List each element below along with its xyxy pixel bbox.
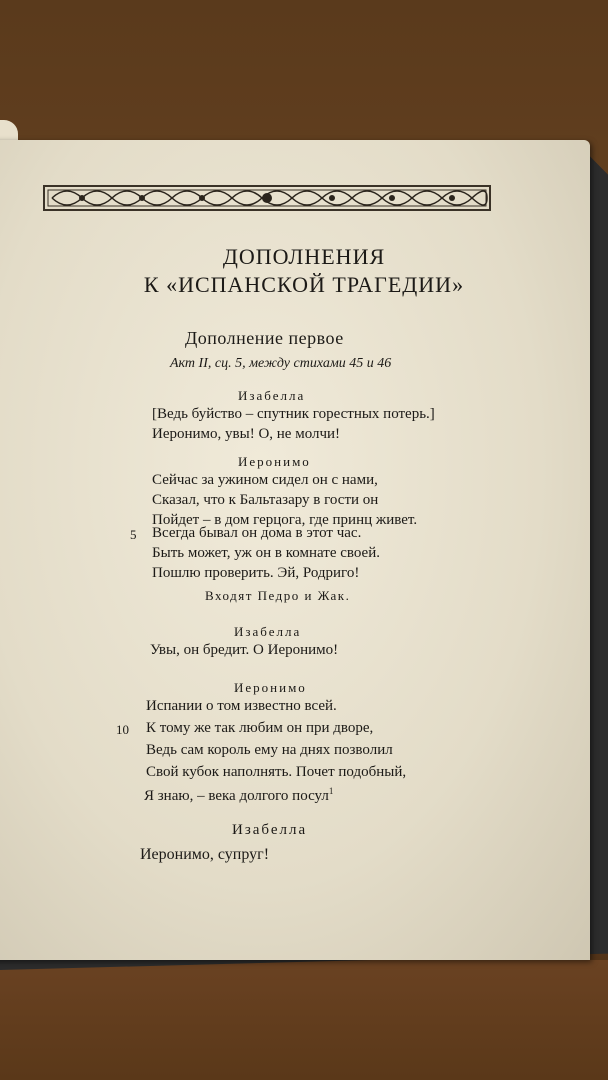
section-title: Дополнение первое bbox=[185, 328, 344, 348]
act-reference: Акт II, сц. 5, между стихами 45 и 46 bbox=[170, 356, 392, 371]
verse-line: Всегда бывал он дома в этот час. bbox=[152, 525, 362, 541]
line-number: 10 bbox=[116, 722, 129, 737]
verse-line: Сказал, что к Бальтазару в гости он bbox=[152, 492, 379, 508]
verse-line: [Ведь буйство – спутник горестных потерь.] bbox=[152, 406, 435, 422]
verse-line: Испании о том известно всей. bbox=[146, 698, 337, 714]
title-line-1: ДОПОЛНЕНИЯ bbox=[222, 244, 386, 269]
speaker-label: Изабелла bbox=[238, 388, 306, 403]
verse-line bbox=[144, 786, 333, 805]
verse-line: Свой кубок наполнять. Почет подобный, bbox=[146, 764, 407, 780]
verse-line: Сейчас за ужином сидел он с нами, bbox=[152, 472, 378, 488]
verse-line: К тому же так любим он при дворе, bbox=[146, 720, 374, 736]
table-surface bbox=[0, 960, 608, 1080]
verse-line: Иеронимо, супруг! bbox=[140, 846, 270, 863]
verse-line: Пойдет – в дом герцога, где принц живет. bbox=[152, 512, 418, 528]
speaker-label: Иеронимо bbox=[234, 680, 307, 695]
verse-line: Увы, он бредит. О Иеронимо! bbox=[150, 642, 339, 658]
verse-line: Иеронимо, увы! О, не молчи! bbox=[152, 426, 341, 442]
decorative-header-ornament bbox=[42, 178, 492, 218]
verse-line: Ведь сам король ему на днях позволил bbox=[146, 742, 393, 758]
stage-direction: Входят Педро и Жак. bbox=[205, 588, 351, 603]
verse-text: Я знаю, – века долгого посул bbox=[144, 788, 329, 804]
speaker-label: Иеронимо bbox=[238, 454, 311, 469]
speaker-label: Изабелла bbox=[232, 822, 308, 838]
verse-line: Пошлю проверить. Эй, Родриго! bbox=[152, 565, 360, 581]
verse-line: Быть может, уж он в комнате своей. bbox=[152, 545, 380, 561]
title-line-2: К «ИСПАНСКОЙ ТРАГЕДИИ» bbox=[143, 272, 465, 297]
line-number: 5 bbox=[130, 527, 137, 542]
footnote-marker: 1 bbox=[328, 786, 334, 796]
speaker-label: Изабелла bbox=[234, 624, 302, 639]
